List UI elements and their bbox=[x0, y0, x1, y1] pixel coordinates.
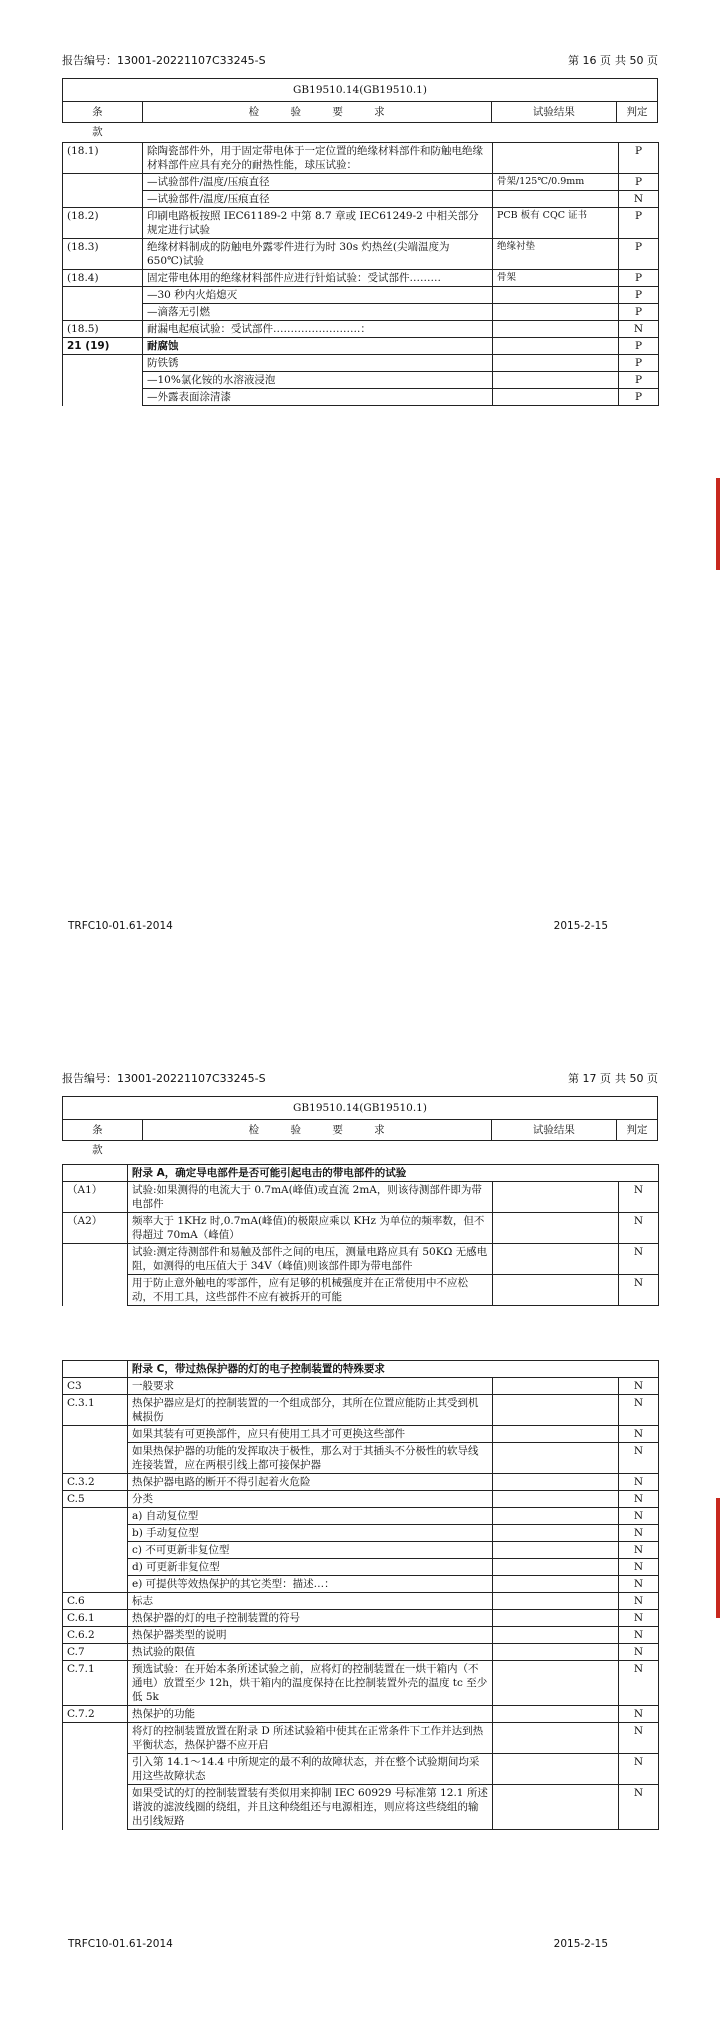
requirement-cell: 频率大于 1KHz 时,0.7mA(峰值)的极限应乘以 KHz 为单位的频率数，但不得超过 70mA（峰值） bbox=[128, 1213, 493, 1244]
form-date: 2015-2-15 bbox=[553, 920, 608, 932]
table-row bbox=[63, 1610, 659, 1627]
requirement-cell: a) 自动复位型 bbox=[128, 1508, 493, 1525]
result-cell bbox=[493, 321, 619, 338]
requirement-cell: 引入第 14.1～14.4 中所规定的最不利的故障状态，并在整个试验期间均采用这些故障状态 bbox=[128, 1754, 493, 1785]
result-cell bbox=[493, 1644, 619, 1661]
report-page-17 bbox=[0, 1018, 720, 2036]
result-cell bbox=[493, 1559, 619, 1576]
verdict-cell: P bbox=[619, 208, 659, 239]
annex-a-table bbox=[62, 1164, 659, 1306]
result-cell bbox=[493, 1610, 619, 1627]
column-verdict: 判定 bbox=[626, 1124, 648, 1136]
verdict-cell: P bbox=[619, 304, 659, 321]
result-cell bbox=[493, 1593, 619, 1610]
column-result: 试验结果 bbox=[492, 102, 618, 122]
requirement-cell: 热保护器电路的断开不得引起着火危险 bbox=[128, 1474, 493, 1491]
result-cell bbox=[493, 1491, 619, 1508]
verdict-cell: N bbox=[619, 1723, 659, 1754]
clause-cell: 21 (19) bbox=[63, 338, 143, 355]
annex-c-title: 附录 C，带过热保护器的灯的电子控制装置的特殊要求 bbox=[128, 1361, 659, 1378]
verdict-cell: N bbox=[619, 1706, 659, 1723]
clause-cell: C3 bbox=[63, 1378, 128, 1395]
table-row bbox=[63, 1754, 659, 1785]
table-row bbox=[63, 1426, 659, 1443]
report-number: 报告编号：13001-20221107C33245-S bbox=[62, 1072, 266, 1085]
verdict-cell: P bbox=[619, 239, 659, 270]
requirement-cell: 热保护器应是灯的控制装置的一个组成部分，其所在位置应能防止其受到机械损伤 bbox=[128, 1395, 493, 1426]
result-cell bbox=[493, 1661, 619, 1706]
table-header bbox=[62, 1096, 658, 1156]
verdict-cell: N bbox=[619, 1661, 659, 1706]
verdict-cell: N bbox=[619, 321, 659, 338]
clause-cell bbox=[63, 1542, 128, 1559]
requirement-cell: 如果受试的灯的控制装置装有类似用来抑制 IEC 60929 号标准第 12.1 所述谐波的滤波线圈的绕组，并且这种绕组还与电源相连，则应将这些绕组的输出引线短路 bbox=[128, 1785, 493, 1830]
requirement-cell: —外露表面涂清漆 bbox=[143, 389, 493, 406]
column-requirement: 检 验 要 求 bbox=[143, 1120, 492, 1140]
clause-cell: C.3.2 bbox=[63, 1474, 128, 1491]
clause-cell bbox=[63, 1426, 128, 1443]
result-cell bbox=[493, 389, 619, 406]
requirement-cell: 如果其装有可更换部件，应只有使用工具才可更换这些部件 bbox=[128, 1426, 493, 1443]
verdict-cell: N bbox=[619, 1395, 659, 1426]
standard-title: GB19510.14(GB19510.1) bbox=[63, 79, 657, 102]
page-header bbox=[62, 52, 658, 68]
table-row bbox=[63, 1644, 659, 1661]
clause-cell bbox=[63, 1525, 128, 1542]
verdict-cell: N bbox=[619, 1491, 659, 1508]
verdict-cell: N bbox=[619, 1576, 659, 1593]
clause-cell bbox=[63, 372, 143, 389]
table-row bbox=[63, 1723, 659, 1754]
table-row bbox=[63, 287, 659, 304]
standard-title: GB19510.14(GB19510.1) bbox=[63, 1097, 657, 1120]
clause-cell bbox=[63, 1443, 128, 1474]
requirement-cell: 热保护器的灯的电子控制装置的符号 bbox=[128, 1610, 493, 1627]
table-row bbox=[63, 1378, 659, 1395]
result-cell bbox=[493, 304, 619, 321]
table-row bbox=[63, 270, 659, 287]
verdict-cell: P bbox=[619, 174, 659, 191]
result-cell bbox=[493, 1474, 619, 1491]
clause-cell bbox=[63, 1244, 128, 1275]
requirement-cell: 热保护器类型的说明 bbox=[128, 1627, 493, 1644]
table-row bbox=[63, 1182, 659, 1213]
clause-cell: C.6.1 bbox=[63, 1610, 128, 1627]
table-row bbox=[63, 1542, 659, 1559]
clause-cell bbox=[63, 1559, 128, 1576]
form-code: TRFC10-01.61-2014 bbox=[68, 920, 173, 932]
requirement-cell: 除陶瓷部件外，用于固定带电体于一定位置的绝缘材料部件和防触电绝缘材料部件应具有充分的耐热性能，球压试验： bbox=[143, 143, 493, 174]
verdict-cell: N bbox=[619, 1378, 659, 1395]
clause-cell: （A1） bbox=[63, 1182, 128, 1213]
table-row bbox=[63, 1559, 659, 1576]
requirement-cell: 固定带电体用的绝缘材料部件应进行针焰试验：受试部件……… bbox=[143, 270, 493, 287]
clause-cell bbox=[63, 1508, 128, 1525]
annex-c-table bbox=[62, 1360, 659, 1830]
verdict-cell: N bbox=[619, 1644, 659, 1661]
column-result: 试验结果 bbox=[492, 1120, 618, 1140]
result-cell bbox=[493, 1213, 619, 1244]
requirement-cell: 如果热保护器的功能的发挥取决于极性，那么对于其插头不分极性的软导线连接装置，应在两根引线上都可接保护器 bbox=[128, 1443, 493, 1474]
result-cell: 骨架/125℃/0.9mm bbox=[493, 174, 619, 191]
requirement-cell: —试验部件/温度/压痕直径 bbox=[143, 174, 493, 191]
verdict-cell: N bbox=[619, 1443, 659, 1474]
verdict-cell: N bbox=[619, 1559, 659, 1576]
table-row bbox=[63, 1576, 659, 1593]
requirement-cell: 印刷电路板按照 IEC61189-2 中第 8.7 章或 IEC61249-2 中相关部分规定进行试验 bbox=[143, 208, 493, 239]
result-cell bbox=[493, 1378, 619, 1395]
requirement-cell: 用于防止意外触电的零部件，应有足够的机械强度并在正常使用中不应松动，不用工具，这些部件不应有被拆开的可能 bbox=[128, 1275, 493, 1306]
clause-cell: (18.5) bbox=[63, 321, 143, 338]
page-number: 第 17 页 bbox=[568, 1072, 611, 1085]
requirement-cell: 绝缘材料制成的防触电外露零件进行为时 30s 灼热丝(尖端温度为 650℃)试验 bbox=[143, 239, 493, 270]
page-count bbox=[568, 52, 658, 68]
result-cell bbox=[493, 1785, 619, 1830]
table-row bbox=[63, 1443, 659, 1474]
clause-cell bbox=[63, 1754, 128, 1785]
table-row bbox=[63, 338, 659, 355]
requirement-cell: 耐腐蚀 bbox=[143, 338, 493, 355]
table-row bbox=[63, 1491, 659, 1508]
requirement-cell: 一般要求 bbox=[128, 1378, 493, 1395]
requirement-cell: —滴落无引燃 bbox=[143, 304, 493, 321]
verdict-cell: N bbox=[619, 1426, 659, 1443]
verdict-cell: N bbox=[619, 1627, 659, 1644]
requirement-cell: —试验部件/温度/压痕直径 bbox=[143, 191, 493, 208]
form-code: TRFC10-01.61-2014 bbox=[68, 1938, 173, 1950]
total-pages: 共 50 页 bbox=[615, 54, 658, 67]
result-cell bbox=[493, 1426, 619, 1443]
result-cell bbox=[493, 1443, 619, 1474]
requirement-cell: e) 可提供等效热保护的其它类型：描述…： bbox=[128, 1576, 493, 1593]
requirement-cell: c) 不可更新非复位型 bbox=[128, 1542, 493, 1559]
result-cell bbox=[493, 1244, 619, 1275]
verdict-cell: N bbox=[619, 1275, 659, 1306]
clause-cell: C.6 bbox=[63, 1593, 128, 1610]
result-cell bbox=[493, 143, 619, 174]
verdict-cell: P bbox=[619, 143, 659, 174]
clause-cell: C.7 bbox=[63, 1644, 128, 1661]
table-row bbox=[63, 1244, 659, 1275]
report-number: 报告编号：13001-20221107C33245-S bbox=[62, 54, 266, 67]
verdict-cell: P bbox=[619, 389, 659, 406]
clause-cell: (18.2) bbox=[63, 208, 143, 239]
page-footer bbox=[68, 920, 608, 932]
clause-cell: C.6.2 bbox=[63, 1627, 128, 1644]
requirement-cell: 试验:测定待测部件和易触及部件之间的电压，测量电路应具有 50KΩ 无感电阻，如测得的电压值大于 34V（峰值)则该部件即为带电部件 bbox=[128, 1244, 493, 1275]
table-row bbox=[63, 1508, 659, 1525]
clause-cell: C.7.2 bbox=[63, 1706, 128, 1723]
table-row bbox=[63, 321, 659, 338]
verdict-cell: P bbox=[619, 270, 659, 287]
clause-cell: (18.4) bbox=[63, 270, 143, 287]
table-row bbox=[63, 239, 659, 270]
annex-a-title: 附录 A，确定导电部件是否可能引起电击的带电部件的试验 bbox=[128, 1165, 659, 1182]
clause-cell bbox=[63, 1576, 128, 1593]
clause-cell: （A2） bbox=[63, 1213, 128, 1244]
clause-cell bbox=[63, 1723, 128, 1754]
table-row bbox=[63, 1213, 659, 1244]
result-cell bbox=[493, 1723, 619, 1754]
requirement-cell: 将灯的控制装置放置在附录 D 所述试验箱中使其在正常条件下工作并达到热平衡状态，热保护器不应开启 bbox=[128, 1723, 493, 1754]
requirement-cell: 试验:如果测得的电流大于 0.7mA(峰值)或直流 2mA，则该待测部件即为带电部件 bbox=[128, 1182, 493, 1213]
form-date: 2015-2-15 bbox=[553, 1938, 608, 1950]
result-cell bbox=[493, 1754, 619, 1785]
requirement-cell: 标志 bbox=[128, 1593, 493, 1610]
clause-cell: C.3.1 bbox=[63, 1395, 128, 1426]
verdict-cell: P bbox=[619, 338, 659, 355]
red-stamp-edge bbox=[716, 478, 720, 570]
inspection-table bbox=[62, 142, 659, 406]
verdict-cell: N bbox=[619, 1182, 659, 1213]
verdict-cell: N bbox=[619, 1754, 659, 1785]
column-clause: 条 款 bbox=[63, 1120, 143, 1140]
column-verdict: 判定 bbox=[626, 106, 648, 118]
verdict-cell: N bbox=[619, 1508, 659, 1525]
clause-cell: (18.3) bbox=[63, 239, 143, 270]
verdict-cell: N bbox=[619, 1213, 659, 1244]
table-row bbox=[63, 191, 659, 208]
column-requirement: 检 验 要 求 bbox=[143, 102, 492, 122]
table-row bbox=[63, 355, 659, 372]
result-cell: 骨架 bbox=[493, 270, 619, 287]
table-row bbox=[63, 1706, 659, 1723]
page-count bbox=[568, 1070, 658, 1086]
page-number: 第 16 页 bbox=[568, 54, 611, 67]
result-cell bbox=[493, 1627, 619, 1644]
verdict-cell: N bbox=[619, 1785, 659, 1830]
red-stamp-edge bbox=[716, 1498, 720, 1618]
table-row bbox=[63, 1627, 659, 1644]
requirement-cell: 预选试验：在开始本条所述试验之前，应将灯的控制装置在一烘干箱内（不通电）放置至少 12h，烘干箱内的温度保持在比控制装置外壳的温度 tc 至少低 5k bbox=[128, 1661, 493, 1706]
clause-cell bbox=[63, 389, 143, 406]
requirement-cell: 热保护的功能 bbox=[128, 1706, 493, 1723]
result-cell: PCB 板有 CQC 证书 bbox=[493, 208, 619, 239]
clause-cell: (18.1) bbox=[63, 143, 143, 174]
column-clause: 条 款 bbox=[63, 102, 143, 122]
verdict-cell: N bbox=[619, 1525, 659, 1542]
clause-cell bbox=[63, 174, 143, 191]
verdict-cell: P bbox=[619, 372, 659, 389]
clause-cell bbox=[63, 287, 143, 304]
total-pages: 共 50 页 bbox=[615, 1072, 658, 1085]
table-row bbox=[63, 1593, 659, 1610]
result-cell bbox=[493, 1542, 619, 1559]
verdict-cell: P bbox=[619, 355, 659, 372]
requirement-cell: 防铁锈 bbox=[143, 355, 493, 372]
table-row bbox=[63, 174, 659, 191]
clause-cell bbox=[63, 1275, 128, 1306]
requirement-cell: b) 手动复位型 bbox=[128, 1525, 493, 1542]
result-cell bbox=[493, 1395, 619, 1426]
result-cell bbox=[493, 1508, 619, 1525]
table-row bbox=[63, 1474, 659, 1491]
table-row bbox=[63, 304, 659, 321]
verdict-cell: N bbox=[619, 1610, 659, 1627]
table-row bbox=[63, 1275, 659, 1306]
result-cell bbox=[493, 1525, 619, 1542]
result-cell bbox=[493, 355, 619, 372]
result-cell bbox=[493, 287, 619, 304]
table-row bbox=[63, 372, 659, 389]
table-row bbox=[63, 1785, 659, 1830]
page-footer bbox=[68, 1938, 608, 1950]
verdict-cell: N bbox=[619, 1542, 659, 1559]
result-cell bbox=[493, 338, 619, 355]
clause-cell: C.7.1 bbox=[63, 1661, 128, 1706]
table-row bbox=[63, 1395, 659, 1426]
requirement-cell: d) 可更新非复位型 bbox=[128, 1559, 493, 1576]
verdict-cell: N bbox=[619, 1244, 659, 1275]
result-cell bbox=[493, 191, 619, 208]
clause-cell bbox=[63, 304, 143, 321]
table-header bbox=[62, 78, 658, 138]
verdict-cell: N bbox=[619, 191, 659, 208]
table-row bbox=[63, 208, 659, 239]
clause-cell bbox=[63, 1785, 128, 1830]
page-header bbox=[62, 1070, 658, 1086]
result-cell bbox=[493, 1275, 619, 1306]
result-cell bbox=[493, 1706, 619, 1723]
requirement-cell: 热试验的限值 bbox=[128, 1644, 493, 1661]
requirement-cell: —10%氯化铵的水溶液浸泡 bbox=[143, 372, 493, 389]
requirement-cell: 耐漏电起痕试验：受试部件…………………….： bbox=[143, 321, 493, 338]
clause-cell bbox=[63, 355, 143, 372]
verdict-cell: N bbox=[619, 1593, 659, 1610]
table-row bbox=[63, 1525, 659, 1542]
clause-cell bbox=[63, 191, 143, 208]
table-row bbox=[63, 143, 659, 174]
result-cell bbox=[493, 1576, 619, 1593]
clause-cell: C.5 bbox=[63, 1491, 128, 1508]
verdict-cell: P bbox=[619, 287, 659, 304]
result-cell bbox=[493, 372, 619, 389]
result-cell bbox=[493, 1182, 619, 1213]
table-row bbox=[63, 1661, 659, 1706]
verdict-cell: N bbox=[619, 1474, 659, 1491]
requirement-cell: 分类 bbox=[128, 1491, 493, 1508]
table-row bbox=[63, 389, 659, 406]
result-cell: 绝缘衬垫 bbox=[493, 239, 619, 270]
requirement-cell: —30 秒内火焰熄灭 bbox=[143, 287, 493, 304]
